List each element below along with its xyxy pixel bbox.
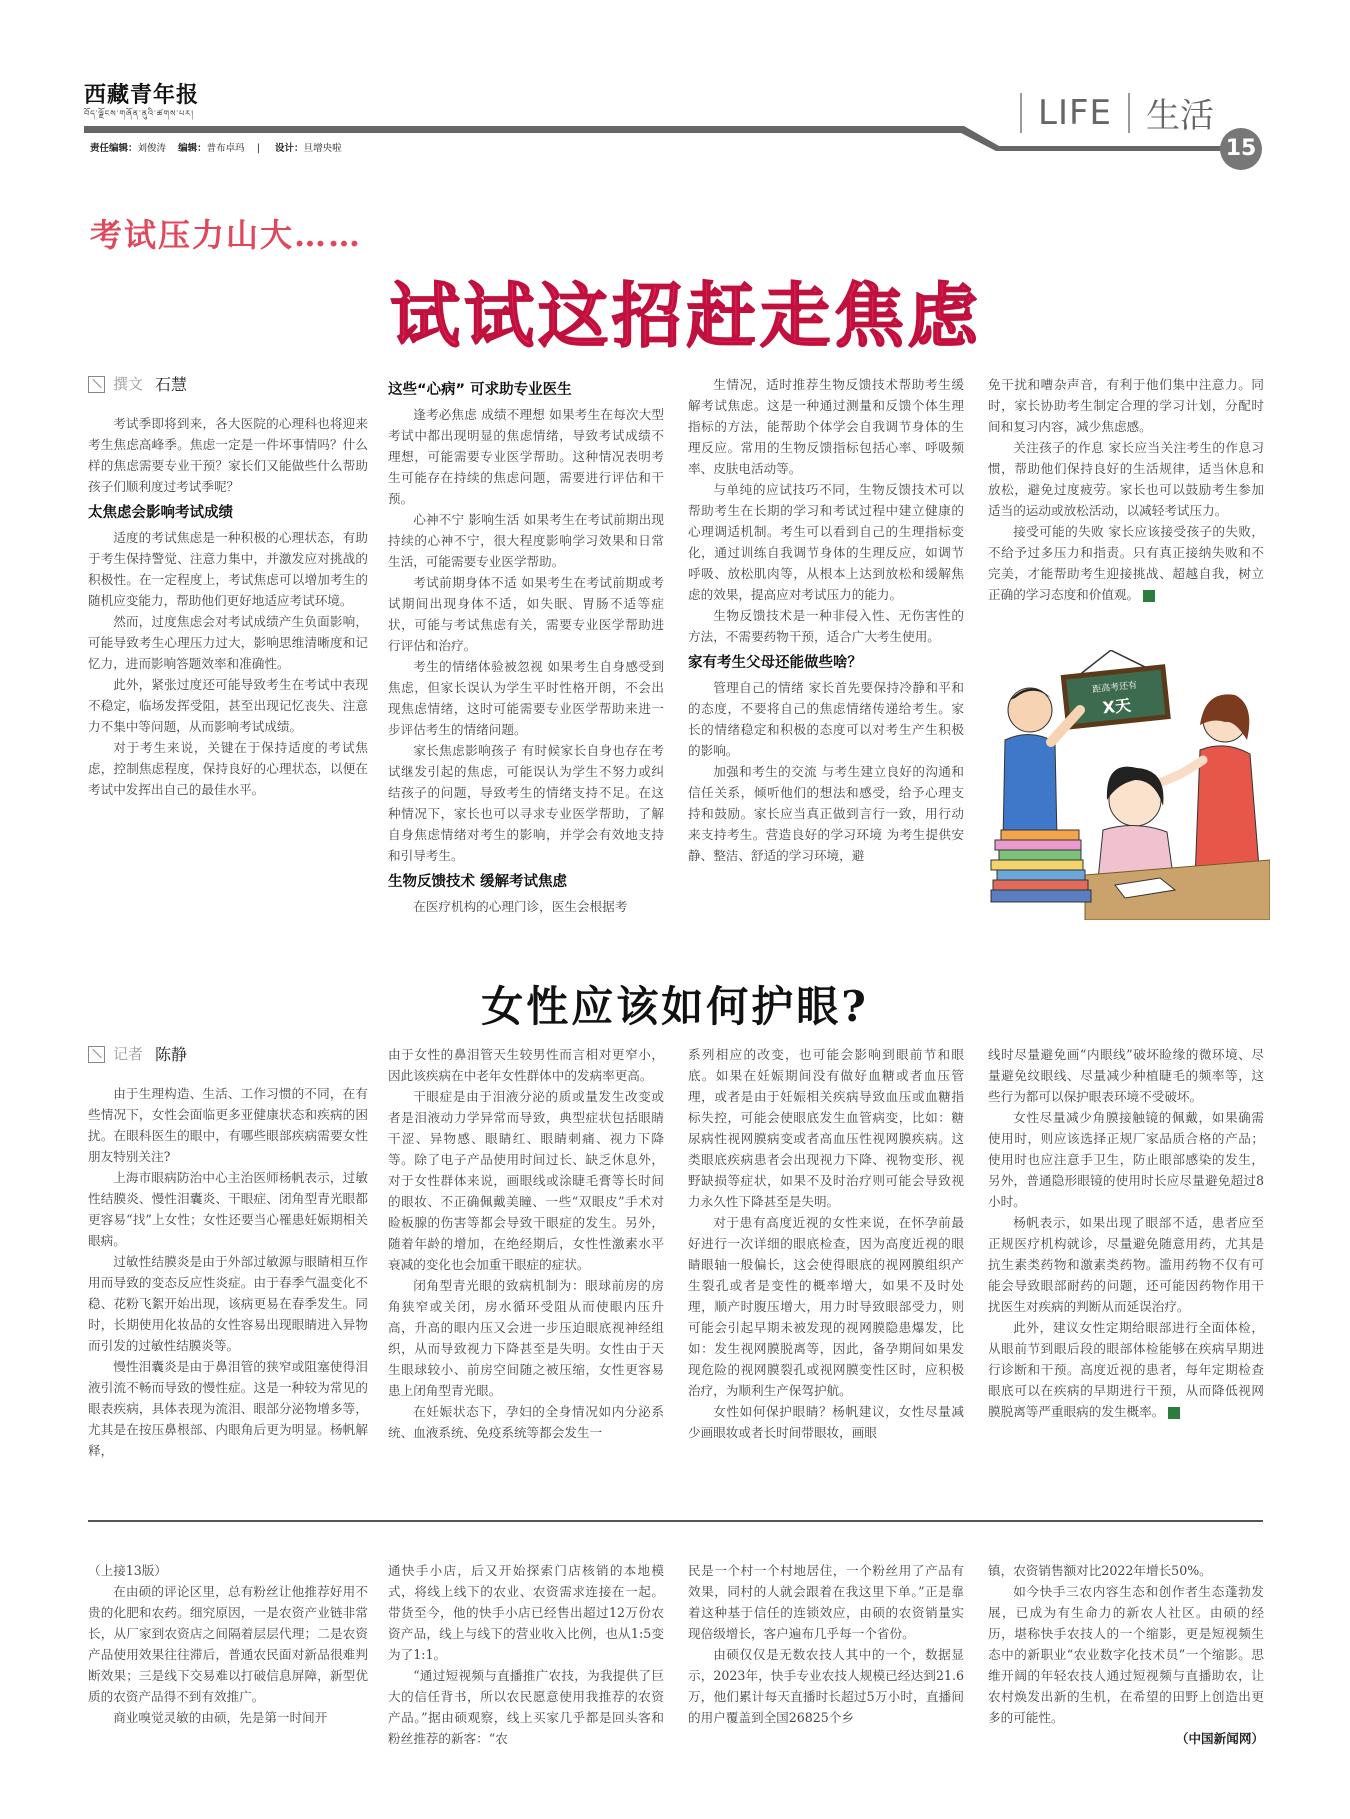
paragraph: 民是一个村一个村地居住，一个粉丝用了产品有效果，同村的人就会跟着在我这里下单。”正是靠着这种基于信任的连锁效应，由硕的农资销量实现倍级增长，客户遍布几乎每一个省份。 — [688, 1563, 964, 1641]
article3-col1 — [88, 1560, 368, 1728]
paragraph: 心神不宁 影响生活 如果考生在考试前期出现持续的心神不宁，很大程度影响学习效果和日常生活，可能需要专业医学帮助。 — [388, 512, 664, 569]
byline-label: 撰文 — [113, 375, 144, 393]
exam-family-illustration — [985, 650, 1270, 920]
pen-icon — [88, 1046, 105, 1063]
paragraph: 女性如何保护眼睛？杨帆建议，女性尽量减少画眼妆或者长时间带眼妆，画眼 — [688, 1404, 964, 1440]
paragraph: 系列相应的改变，也可能会影响到眼前节和眼底。如果在妊娠期间没有做好血糖或者血压管理，或者是由于妊娠相关疾病导致血压或血糖指标失控，可能会使眼底发生血管病变，比如：糖尿病性视网膜病变或者高血压性视网膜疾病。这类眼底疾病患者会出现视力下降、视物变形、视野缺损等症状，如果不及时治疗则可能会导致视力永久性下降甚至是失明。 — [688, 1047, 964, 1209]
paragraph: 对于考生来说，关键在于保持适度的考试焦虑，控制焦虑程度，保持良好的心理状态，以便在考试中发挥出自己的最佳水平。 — [88, 740, 368, 797]
paragraph: 关注孩子的作息 家长应当关注考生的作息习惯，帮助他们保持良好的生活规律，适当休息和放松，避免过度疲劳。家长也可以鼓励考生参加适当的运动或放松活动，以减轻考试压力。 — [988, 440, 1264, 518]
paragraph: 管理自己的情绪 家长首先要保持冷静和平和的态度，不要将自己的焦虑情绪传递给考生。家长的情绪稳定和积极的态度可以对考生产生积极的影响。 — [688, 680, 964, 758]
article1-kicker: 考试压力山大…… — [90, 216, 363, 254]
byline — [88, 374, 368, 395]
byline-name: 陈静 — [155, 1045, 188, 1064]
paragraph: 杨帆表示，如果出现了眼部不适，患者应至正规医疗机构就诊，尽量避免随意用药，尤其是抗生素类药物和激素类药物。滥用药物不仅有可能会导致眼部耐药的问题，还可能因药物作用干扰医生对疾病的判断从而延误治疗。 — [988, 1215, 1264, 1314]
paragraph: 镇，农资销售额对比2022年增长50%。 — [988, 1563, 1212, 1578]
credit-value: 旦增央啦 — [303, 143, 342, 154]
article2-col1 — [88, 1044, 368, 1461]
paragraph: 在妊娠状态下，孕妇的全身情况如内分泌系统、血液系统、免疫系统等都会发生一 — [388, 1404, 664, 1440]
subheading: 家有考生父母还能做些啥？ — [688, 655, 862, 671]
paragraph: 对于患有高度近视的女性来说，在怀孕前最好进行一次详细的眼底检查，因为高度近视的眼睛眼轴一般偏长，这会使得眼底的视网膜组织产生裂孔或者是变性的概率增大，如果不及时处理，顺产时腹压增大，用力时导致眼部受力，则可能会引起早期未被发现的视网膜隐患爆发，比如：发生视网膜脱离等，因此，备孕期间如果发现危险的视网膜裂孔或视网膜变性区时，应积极治疗，为顺利生产保驾护航。 — [688, 1215, 964, 1398]
credit-label: 责任编辑： — [90, 143, 138, 154]
continued-note: （上接13版） — [88, 1563, 167, 1578]
byline-label: 记者 — [113, 1045, 144, 1063]
article3-col3 — [688, 1560, 964, 1728]
paragraph: 此外，紧张过度还可能导致考生在考试中表现不稳定，临场发挥受阻，甚至出现记忆丧失、注意力不集中等问题，从而影响考试成绩。 — [88, 677, 368, 734]
paragraph: 在医疗机构的心理门诊，医生会根据考 — [413, 899, 628, 914]
credit-value: 普布卓玛 — [206, 143, 245, 154]
article2-col4 — [988, 1044, 1264, 1422]
paragraph: 此外，建议女性定期给眼部进行全面体检，从眼前节到眼后段的眼部体检能够在疾病早期进行诊断和干预。高度近视的患者，每年定期检查眼底可以在疾病的早期进行干预，从而降低视网膜脱离等严重眼病的发生概率。 ✚ — [988, 1320, 1264, 1419]
article2-headline: 女性应该如何护眼? — [481, 982, 869, 1031]
paragraph: “通过短视频与直播推广农技，为我提供了巨大的信任背书，所以农民愿意使用我推荐的农资产品。”据由硕观察，线上买家几乎都是回头客和粉丝推荐的新客：“农 — [388, 1668, 664, 1746]
paragraph: 适度的考试焦虑是一种积极的心理状态，有助于考生保持警觉、注意力集中，并激发应对挑战的积极性。在一定程度上，考试焦虑可以增加考生的随机应变能力，帮助他们更好地适应考试环境。 — [88, 530, 368, 608]
paragraph: 闭角型青光眼的致病机制为：眼球前房的房角狭窄或关闭，房水循环受阻从而使眼内压升高，升高的眼内压又会进一步压迫眼底视神经组织，从而导致视力下降甚至是失明。女性由于天生眼球较小、前房空间随之被压缩，女性更容易患上闭角型青光眼。 — [388, 1278, 664, 1398]
paragraph: 生物反馈技术是一种非侵入性、无伤害性的方法，不需要药物干预，适合广大考生使用。 — [688, 608, 964, 644]
subheading: 生物反馈技术 缓解考试焦虑 — [388, 874, 568, 890]
paragraph: 生情况，适时推荐生物反馈技术帮助考生缓解考试焦虑。这是一种通过测量和反馈个体生理指标的方法，能帮助个体学会自我调节身体的生理反应。常用的生物反馈指标包括心率、呼吸频率、皮肤电活动等。 — [688, 377, 964, 476]
paragraph: 与单纯的应试技巧不同，生物反馈技术可以帮助考生在长期的学习和考试过程中建立健康的心理调适机制。考生可以看到自己的生理指标变化，通过训练自我调节身体的生理反应，如调节呼吸、放松肌肉等，从根本上达到放松和缓解焦虑的效果，提高应对考试压力的能力。 — [688, 482, 964, 602]
paragraph: 考试季即将到来，各大医院的心理科也将迎来考生焦虑高峰季。焦虑一定是一件坏事情吗？什么样的焦虑需要专业干预？家长们又能做些什么帮助孩子们顺利度过考试季呢？ — [88, 416, 368, 494]
article1-col3 — [688, 374, 964, 866]
paragraph: 慢性泪囊炎是由于鼻泪管的狭窄或阻塞使得泪液引流不畅而导致的慢性症。这是一种较为常见的眼表疾病，具体表现为流泪、眼部分泌物增多等，尤其是在按压鼻根部、内眼角后更为明显。杨帆解释， — [88, 1359, 368, 1458]
paragraph: 过敏性结膜炎是由于外部过敏源与眼睛相互作用而导致的变态反应性炎症。由于春季气温变化不稳、花粉飞絮开始出现，该病更易在春季发生。同时，长期使用化妆品的女性容易出现眼睛进入异物而引发的过敏性结膜炎等。 — [88, 1254, 368, 1353]
paragraph: 由于女性的鼻泪管天生较男性而言相对更窄小，因此该疾病在中老年女性群体中的发病率更高。 — [388, 1047, 664, 1083]
paragraph: 上海市眼病防治中心主治医师杨帆表示，过敏性结膜炎、慢性泪囊炎、干眼症、闭角型青光眼都更容易“找”上女性；女性还要当心罹患妊娠期相关眼病。 — [88, 1170, 368, 1248]
section-divider — [88, 1520, 1263, 1522]
credit-label: 设计： — [275, 143, 304, 154]
paragraph: 考试前期身体不适 如果考生在考试前期或考试期间出现身体不适，如失眠、胃肠不适等症状，可能与考试焦虑有关，需要专业医学帮助进行评估和治疗。 — [388, 575, 664, 653]
paragraph: 由硕仅仅是无数农技人其中的一个，数据显示，2023年，快手专业农技人规模已经达到21.6万，他们累计每天直播时长超过5万小时，直播间的用户覆盖到全国26825个乡 — [688, 1647, 964, 1725]
article1-col2 — [388, 374, 664, 917]
paragraph: 逢考必焦虑 成绩不理想 如果考生在每次大型考试中都出现明显的焦虑情绪，导致考试成绩不理想，可能需要专业医学帮助。这种情况表明考生可能存在持续的焦虑问题，需要进行评估和干预。 — [388, 407, 664, 506]
paragraph: 由于生理构造、生活、工作习惯的不同，在有些情况下，女性会面临更多亚健康状态和疾病的困扰。在眼科医生的眼中，有哪些眼部疾病需要女性朋友特别关注? — [88, 1086, 368, 1164]
article1-col4 — [988, 374, 1264, 605]
section-en: LIFE — [1038, 92, 1113, 133]
paragraph: 线时尽量避免画“内眼线”破坏睑缘的微环境、尽量避免纹眼线、尽量减少种植睫毛的频率等，这些行为都可以保护眼表环境不受破坏。 — [988, 1047, 1264, 1104]
credit-label: 编辑： — [178, 143, 207, 154]
paragraph: 女性尽量减少角膜接触镜的佩戴，如果确需使用时，则应该选择正规厂家品质合格的产品；使用时也应注意手卫生，防止眼部感染的发生，另外，普通隐形眼镜的使用时长应尽量避免超过8小时。 — [988, 1110, 1264, 1209]
paragraph: 加强和考生的交流 与考生建立良好的沟通和信任关系，倾听他们的想法和感受，给予心理支持和鼓励。家长应当真正做到言行一致，用行动来支持考生。营造良好的学习环境 为考生提供安静、整洁、舒适的学习环境，避 — [688, 764, 964, 863]
section-cn: 生活 — [1146, 96, 1215, 136]
article1-headline: 试试这招赶走焦虑 — [390, 275, 982, 357]
paragraph: 干眼症是由于泪液分泌的质或量发生改变或者是泪液动力学异常而导致，典型症状包括眼睛干涩、异物感、眼睛红、眼睛刺痛、视力下降等。除了电子产品使用时间过长、缺乏休息外，对于女性群体来说，画眼线或涂睫毛膏等长时间的眼妆、不正确佩戴美瞳、一些“双眼皮”手术对睑板腺的伤害等都会导致干眼症的发生。另外，随着年龄的增加，在绝经期后，女性性激素水平衰减的变化也会加重干眼症的症状。 — [388, 1089, 664, 1272]
sign-line2: X天 — [1101, 695, 1132, 718]
paragraph: 家长焦虑影响孩子 有时候家长自身也存在考试继发引起的焦虑，可能误认为学生不努力或纠结孩子的问题，导致考生的情绪支持不足。在这种情况下，家长也可以寻求专业医学帮助，了解自身焦虑情绪对考生的影响，并学会有效地支持和引导考生。 — [388, 743, 664, 863]
paragraph: 免干扰和嘈杂声音，有利于他们集中注意力。同时，家长协助考生制定合理的学习计划，分配时间和复习内容，减少焦虑感。 — [988, 377, 1264, 434]
paragraph: 如今快手三农内容生态和创作者生态蓬勃发展，已成为有生命力的新农人社区。由硕的经历，堪称快手农技人的一个缩影，更是短视频生态中的新职业“农业数字化技术员”一个缩影。思维开阔的年轻农技人通过短视频与直播助农，让农村焕发出新的生机，在希望的田野上创造出更多的可能性。 — [988, 1584, 1264, 1725]
article2-col3 — [688, 1044, 964, 1443]
paragraph: 然而，过度焦虑会对考试成绩产生负面影响，可能导致考生心理压力过大，影响思维清晰度和记忆力，进而影响答题效率和准确性。 — [88, 614, 368, 671]
subheading: 这些“心病” 可求助专业医生 — [388, 382, 572, 398]
article2-col2 — [388, 1044, 664, 1443]
subheading: 太焦虑会影响考试成绩 — [88, 505, 233, 521]
pen-icon — [88, 376, 105, 393]
paragraph: 商业嗅觉灵敏的由硕，先是第一时间开 — [113, 1710, 328, 1725]
end-mark-icon: ✚ — [1143, 590, 1155, 602]
paragraph: 接受可能的失败 家长应该接受孩子的失败，不给予过多压力和指责。只有真正接纳失败和不完美，才能帮助考生迎接挑战、超越自我，树立正确的学习态度和价值观。 ✚ — [988, 524, 1264, 602]
sign-line1: 距高考还有 — [1091, 680, 1138, 696]
paragraph: 通快手小店，后又开始探索门店核销的本地模式，将线上线下的农业、农资需求连接在一起。带货至今，他的快手小店已经售出超过12万份农资产品，线上与线下的营业收入比例，也从1:5变为了1:1。 — [388, 1563, 664, 1662]
article3-col2 — [388, 1560, 664, 1749]
source-credit: （中国新闻网） — [1175, 1731, 1264, 1746]
paragraph: 考生的情绪体验被忽视 如果考生自身感受到焦虑，但家长误认为学生平时性格开朗，不会出现焦虑情绪，这时可能需要专业医学帮助来进一步评估考生的情绪问题。 — [388, 659, 664, 737]
credit-value: 刘俊涛 — [137, 143, 167, 154]
paragraph: 在由硕的评论区里，总有粉丝让他推荐好用不贵的化肥和农药。细究原因，一是农资产业链非常长，从厂家到农资店之间隔着层层代理；二是农资产品使用效果往往滞后，普通农民面对新品很难判断效果；三是线下交易难以打破信息屏障，新型优质的农资产品得不到有效推广。 — [88, 1584, 368, 1704]
page-number: 15 — [1220, 128, 1262, 170]
byline — [88, 1044, 368, 1065]
credits: 责任编辑：刘俊涛 编辑：普布卓玛 | 设计：旦增央啦 — [90, 143, 342, 154]
article1-col1 — [88, 374, 368, 800]
paper-name-tibetan: བོད་ལྗོངས་གཞོན་ནུའི་ཚགས་པར། — [84, 109, 194, 118]
byline-name: 石慧 — [155, 375, 188, 394]
end-mark-icon: ✚ — [1168, 1407, 1180, 1419]
article3-col4 — [988, 1560, 1264, 1749]
paper-name: 西藏青年报 — [84, 82, 200, 108]
